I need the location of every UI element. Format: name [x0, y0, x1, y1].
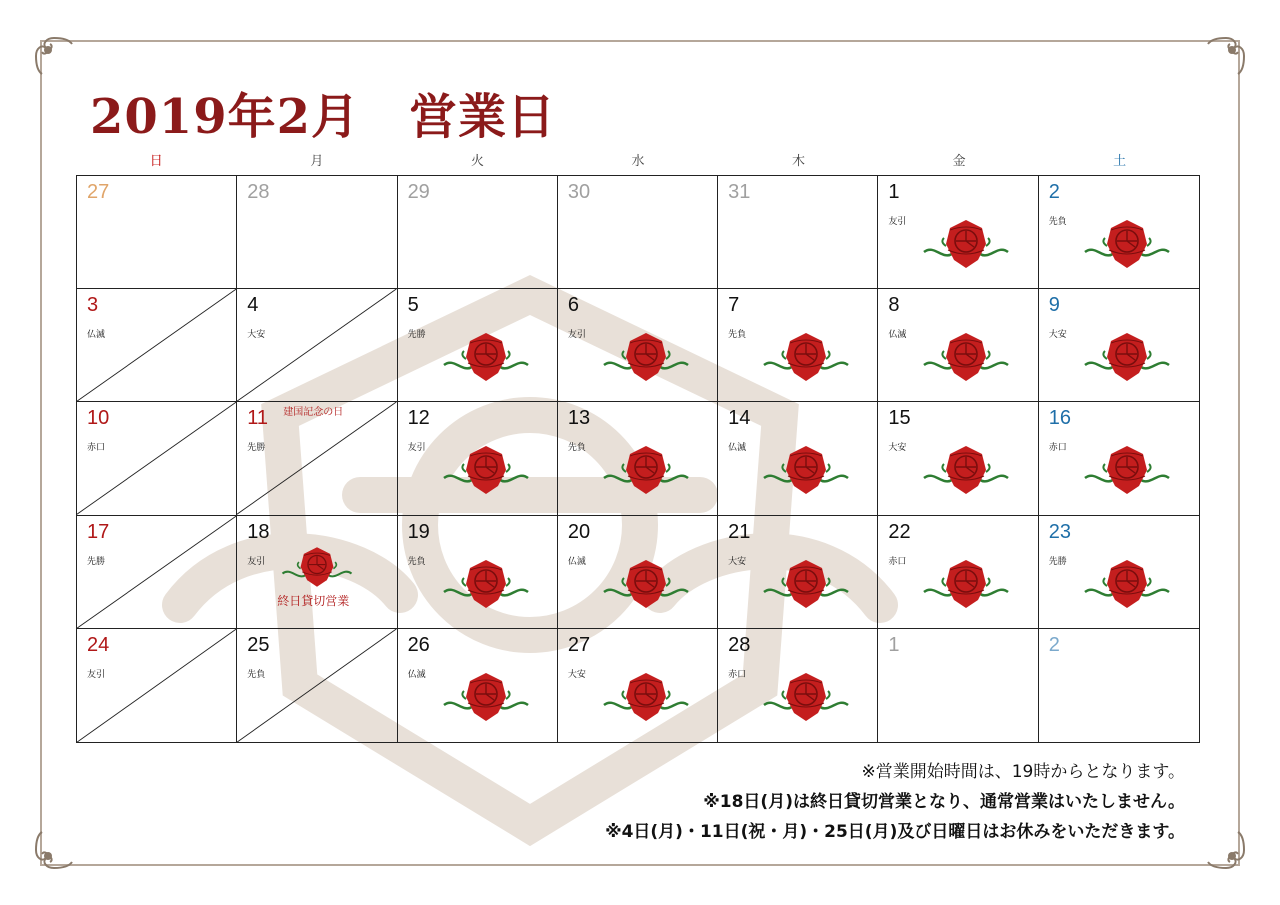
calendar-grid: [76, 175, 1200, 743]
rose-icon: [920, 329, 1012, 385]
notes: [605, 757, 1185, 847]
day-number: 27: [87, 181, 110, 203]
calendar-day-cell: [878, 629, 1038, 742]
rokuyo-label: 赤口: [728, 669, 747, 680]
rose-icon: [600, 556, 692, 612]
calendar-day-cell: [558, 402, 718, 515]
rokuyo-label: 先勝: [247, 443, 266, 454]
calendar-day-cell: [1039, 176, 1199, 289]
corner-ornament-top-right: [1200, 30, 1252, 82]
day-number: 11: [247, 407, 269, 430]
day-number: 22: [888, 520, 911, 543]
day-number: 28: [247, 181, 270, 203]
rokuyo-label: 大安: [247, 330, 266, 341]
calendar-day-cell: [398, 402, 558, 515]
rokuyo-label: 友引: [407, 443, 426, 454]
rokuyo-label: 先勝: [1048, 556, 1067, 567]
weekday-mon: 月: [310, 154, 324, 169]
holiday-label: 建国記念の日: [283, 407, 344, 419]
day-number: 20: [567, 520, 591, 543]
closed-day-slash: [77, 289, 236, 401]
day-number: 19: [407, 520, 430, 543]
day-number: 30: [567, 181, 591, 203]
corner-ornament-top-left: [28, 30, 80, 82]
day-number: 9: [1048, 294, 1060, 317]
calendar-day-cell: [77, 402, 237, 515]
day-number: 13: [567, 407, 591, 430]
rokuyo-label: 仏滅: [888, 330, 907, 341]
corner-ornament-bottom-right: [1200, 824, 1252, 876]
charter-label: 終日貸切営業: [277, 593, 350, 608]
calendar-day-cell: [237, 516, 397, 629]
day-number: 8: [888, 294, 900, 317]
calendar-day-cell: [398, 176, 558, 289]
rokuyo-label: 友引: [567, 330, 586, 341]
calendar-day-cell: [558, 289, 718, 402]
day-number: 14: [728, 407, 751, 430]
calendar-day-cell: [77, 176, 237, 289]
day-number: 1: [888, 181, 900, 203]
calendar-day-cell: [398, 289, 558, 402]
calendar-day-cell: [1039, 629, 1199, 742]
calendar-day-cell: [878, 402, 1038, 515]
rokuyo-label: 友引: [87, 669, 106, 680]
calendar-day-cell: [237, 629, 397, 742]
weekday-tue: 火: [470, 154, 484, 169]
day-number: 18: [247, 520, 270, 543]
calendar-day-cell: [1039, 289, 1199, 402]
rokuyo-label: 先負: [567, 443, 586, 454]
weekday-thu: 木: [792, 154, 806, 169]
day-number: 3: [87, 294, 99, 317]
calendar-day-cell: [1039, 516, 1199, 629]
day-number: 1: [888, 633, 900, 656]
calendar-day-cell: [558, 629, 718, 742]
rose-icon: [600, 669, 692, 725]
day-number: 26: [407, 633, 430, 656]
calendar-day-cell: [878, 176, 1038, 289]
calendar-day-cell: [77, 516, 237, 629]
day-number: 25: [247, 633, 270, 656]
rose-icon: [920, 556, 1012, 612]
weekday-sun: 日: [149, 154, 163, 169]
calendar-day-cell: [878, 289, 1038, 402]
rose-icon: [760, 442, 852, 498]
rokuyo-label: 友引: [247, 556, 266, 567]
day-number: 24: [87, 633, 110, 656]
rose-icon: [760, 556, 852, 612]
note-charter: ※18日(月)は終日貸切営業となり、通常営業はいたしません。: [703, 792, 1185, 812]
rokuyo-label: 仏滅: [728, 443, 747, 454]
day-number: 10: [87, 407, 110, 430]
day-number: 4: [247, 294, 259, 317]
rokuyo-label: 大安: [888, 443, 907, 454]
rose-icon: [600, 442, 692, 498]
rose-icon: [1081, 329, 1173, 385]
rose-icon: [279, 544, 355, 590]
day-number: 7: [728, 294, 740, 317]
rose-icon: [1081, 216, 1173, 272]
calendar-day-cell: [878, 516, 1038, 629]
rose-icon: [1081, 442, 1173, 498]
calendar-day-cell: [558, 176, 718, 289]
day-number: 29: [407, 181, 430, 203]
calendar-day-cell: [77, 289, 237, 402]
calendar-day-cell: [237, 176, 397, 289]
rokuyo-label: 先勝: [87, 556, 106, 567]
day-number: 12: [407, 407, 430, 430]
rose-icon: [600, 329, 692, 385]
rose-icon: [1081, 556, 1173, 612]
calendar-day-cell: [718, 289, 878, 402]
rokuyo-label: 大安: [728, 556, 747, 567]
rokuyo-label: 先勝: [407, 330, 426, 341]
calendar-day-cell: [558, 516, 718, 629]
rose-icon: [920, 216, 1012, 272]
calendar-day-cell: [718, 516, 878, 629]
page-title: 2019年2月 営業日: [90, 89, 556, 145]
note-hours: ※営業開始時間は、19時からとなります。: [861, 762, 1185, 782]
day-number: 28: [728, 633, 751, 656]
rose-icon: [440, 556, 532, 612]
rose-icon: [760, 329, 852, 385]
day-number: 2: [1048, 181, 1060, 203]
corner-ornament-bottom-left: [28, 824, 80, 876]
weekday-wed: 水: [631, 154, 645, 169]
calendar-day-cell: [718, 402, 878, 515]
rose-icon: [920, 442, 1012, 498]
day-number: 31: [728, 181, 751, 203]
rokuyo-label: 先負: [1048, 217, 1067, 227]
day-number: 5: [407, 294, 419, 317]
day-number: 23: [1048, 520, 1071, 543]
day-number: 6: [567, 294, 579, 317]
calendar-day-cell: [398, 516, 558, 629]
rose-icon: [440, 669, 532, 725]
day-number: 27: [567, 633, 591, 656]
rokuyo-label: 仏滅: [87, 330, 106, 341]
calendar-day-cell: [237, 289, 397, 402]
rokuyo-label: 赤口: [888, 556, 907, 567]
weekday-fri: 金: [952, 154, 966, 169]
rokuyo-label: 赤口: [1048, 443, 1067, 454]
weekday-header: [76, 150, 1200, 170]
rokuyo-label: 大安: [1048, 330, 1067, 341]
day-number: 16: [1048, 407, 1071, 430]
rokuyo-label: 先負: [728, 330, 747, 341]
calendar-day-cell: [718, 176, 878, 289]
day-number: 21: [728, 520, 751, 543]
rokuyo-label: 先負: [407, 556, 426, 567]
day-number: 17: [87, 520, 110, 543]
rokuyo-label: 仏滅: [567, 556, 586, 567]
rokuyo-label: 大安: [567, 669, 586, 680]
calendar-day-cell: [398, 629, 558, 742]
day-number: 15: [888, 407, 911, 430]
rose-icon: [440, 329, 532, 385]
closed-day-slash: [237, 289, 396, 401]
calendar-day-cell: [1039, 402, 1199, 515]
note-closed-days: ※4日(月)・11日(祝・月)・25日(月)及び日曜日はお休みをいただきます。: [605, 822, 1185, 842]
rokuyo-label: 友引: [888, 217, 907, 227]
calendar-day-cell: [237, 402, 397, 515]
rokuyo-label: 先負: [247, 669, 266, 680]
weekday-sat: 土: [1113, 154, 1127, 169]
rose-icon: [760, 669, 852, 725]
rokuyo-label: 赤口: [87, 443, 106, 454]
calendar-day-cell: [77, 629, 237, 742]
calendar-day-cell: [718, 629, 878, 742]
rose-icon: [440, 442, 532, 498]
rokuyo-label: 仏滅: [407, 669, 426, 680]
day-number: 2: [1048, 633, 1060, 656]
